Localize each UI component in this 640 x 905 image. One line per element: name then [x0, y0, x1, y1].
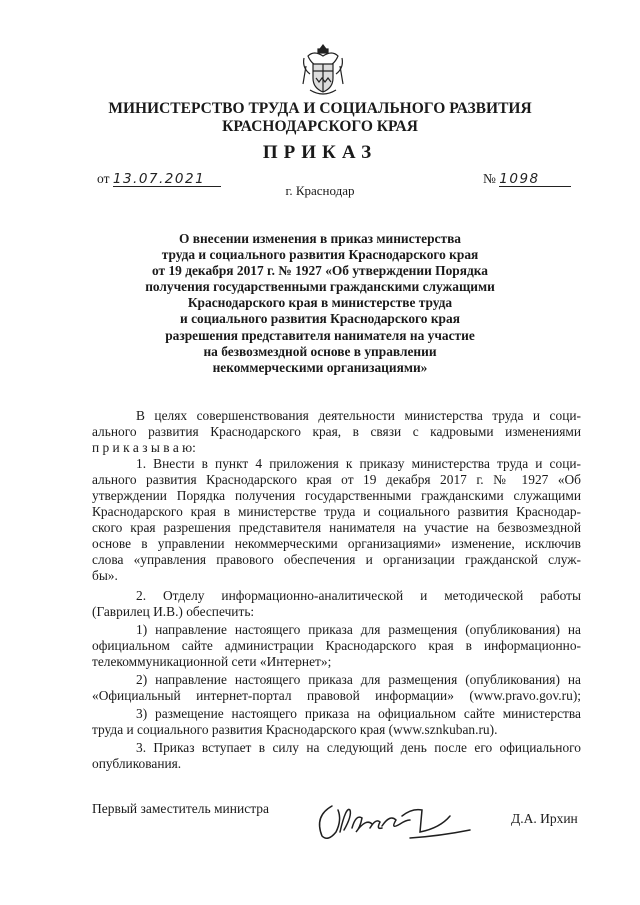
handwritten-signature: [310, 798, 480, 848]
body-line: В целях совершенствования деятельности министерства труда и соци-: [136, 408, 581, 423]
coat-of-arms-emblem: [300, 42, 346, 98]
number-value: 1098: [499, 172, 571, 187]
ministry-name-line1: МИНИСТЕРСТВО ТРУДА И СОЦИАЛЬНОГО РАЗВИТИЯ: [108, 100, 532, 117]
body-line: официальном сайте администрации Краснодарского края в информационно-: [92, 638, 581, 653]
title-line: труда и социального развития Краснодарского края: [161, 247, 479, 263]
body-line: ального развития Краснодарского края, в связи с кадровыми изменениями: [92, 424, 581, 439]
title-line: получения государственными гражданскими служащими: [145, 279, 495, 295]
body-line: 2. Отделу информационно-аналитической и методической работы: [136, 588, 581, 603]
body-line: телекоммуникационной сети «Интернет»;: [92, 654, 332, 669]
body-line: бы».: [92, 568, 118, 583]
body-line: п р и к а з ы в а ю:: [92, 440, 196, 455]
city: г. Краснодар: [285, 183, 355, 198]
body-line: «Официальный интернет-портал правовой информации» (www.pravo.gov.ru);: [92, 688, 581, 703]
number-prefix: №: [483, 171, 496, 186]
body-line: ского края разрешения представителя нанимателя на участие на безвозмездной: [92, 520, 581, 535]
title-line: Краснодарского края в министерстве труда: [187, 295, 453, 311]
body-line: 1. Внести в пункт 4 приложения к приказу министерства труда и соци-: [136, 456, 581, 471]
body-line: 2) направление настоящего приказа для размещения (опубликования) на: [136, 672, 581, 687]
body-line: 3. Приказ вступает в силу на следующий день после его официального: [136, 740, 581, 755]
body-line: (Гаврилец И.В.) обеспечить:: [92, 604, 255, 619]
body-line: опубликования.: [92, 756, 182, 771]
body-line: слова «управления правового обеспечения и организации гражданской служ-: [92, 552, 581, 567]
body-line: 3) размещение настоящего приказа на официальном сайте министерства: [136, 706, 581, 721]
document-title: [0, 231, 640, 376]
body-line: Краснодарского края в министерстве труда и социального развития Краснодар-: [92, 504, 581, 519]
body-line: ального развития Краснодарского края от 19 декабря 2017 г. № 1927 «Об: [92, 472, 581, 487]
date-prefix: от: [97, 171, 110, 186]
title-line: и социального развития Краснодарского края: [180, 311, 460, 327]
ministry-name-line2: КРАСНОДАРСКОГО КРАЯ: [222, 118, 418, 135]
title-line: некоммерческими организациями»: [212, 359, 428, 375]
signatory-name: Д.А. Ирхин: [511, 811, 578, 826]
body-line: труда и социального развития Краснодарского края (www.sznkuban.ru).: [92, 722, 498, 737]
body-line: утверждении Порядка получения государственными гражданскими служащими: [92, 488, 581, 503]
document-type: ПРИКАЗ: [262, 142, 378, 163]
date-value: 13.07.2021: [113, 172, 221, 187]
body-line: 1) направление настоящего приказа для размещения (опубликования) на: [136, 622, 581, 637]
body-line: основе в управлении некоммерческими организациями» изменение, исключив: [92, 536, 581, 551]
title-line: О внесении изменения в приказ министерства: [178, 231, 462, 246]
title-line: от 19 декабря 2017 г. № 1927 «Об утверждении Порядка: [152, 263, 488, 279]
signatory-position: Первый заместитель министра: [92, 801, 270, 816]
title-line: разрешения представителя нанимателя на участие: [165, 327, 475, 343]
title-line: на безвозмездной основе в управлении: [203, 343, 437, 359]
